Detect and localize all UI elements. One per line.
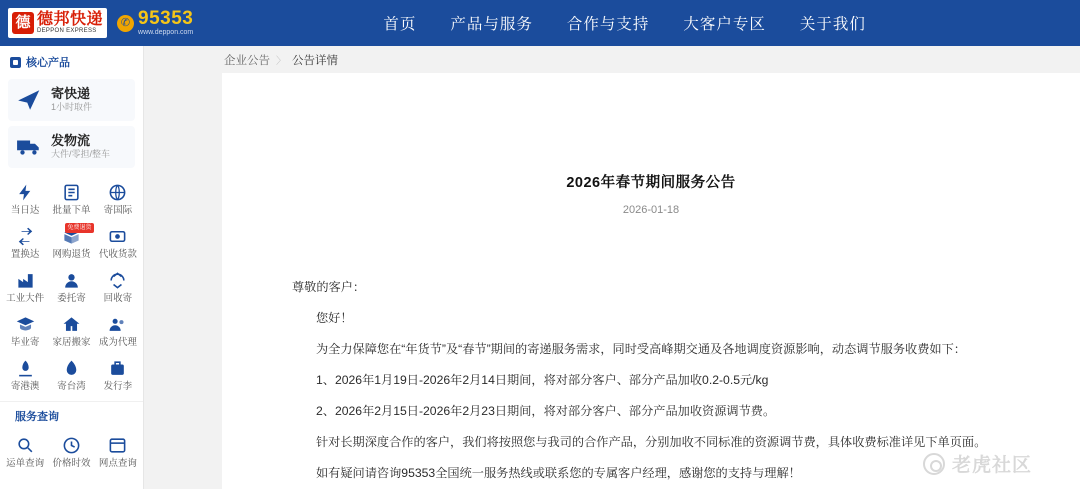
sidebar-item-graduation-label: 毕业寄 xyxy=(10,337,40,348)
site-header xyxy=(0,0,1080,46)
sidebar-item-home-moving[interactable] xyxy=(48,309,94,353)
sidebar-item-recycle-label: 回收寄 xyxy=(103,293,133,304)
batch-order-icon xyxy=(62,183,81,202)
nav-item-products[interactable]: 产品与服务 xyxy=(450,16,533,33)
sidebar-item-waybill-query[interactable] xyxy=(2,430,48,474)
hotline xyxy=(117,9,193,37)
home-moving-icon xyxy=(62,315,81,334)
sidebar-item-exchange-label: 置换达 xyxy=(10,249,40,260)
announcement-paragraph: 1、2026年1月19日-2026年2月14日期间，将对部分客户、部分产品加收0.2-0.5元/kg xyxy=(316,373,769,387)
main-content xyxy=(144,46,1080,489)
breadcrumb-item-announcements[interactable]: 企业公告 xyxy=(224,54,270,67)
sidebar-item-online-return-badge: 免费退货 xyxy=(67,225,92,231)
price-clock-icon xyxy=(62,436,81,455)
logo-box xyxy=(8,8,107,38)
logo-name-en: DEPPON EXPRESS xyxy=(37,27,97,34)
nav-item-about[interactable]: 关于我们 xyxy=(799,16,866,33)
sidebar-item-agent[interactable] xyxy=(95,309,141,353)
waybill-search-icon xyxy=(16,436,35,455)
sidebar-item-cod-label: 代收货款 xyxy=(98,249,137,260)
sidebar-item-same-day-label: 当日达 xyxy=(10,205,40,216)
sidebar-item-agent-label: 成为代理 xyxy=(98,337,137,348)
sidebar-item-branch-query-label: 网点查询 xyxy=(98,458,137,469)
announcement-date: 2026-01-18 xyxy=(622,204,680,216)
breadcrumb-separator-icon: 〉 xyxy=(276,56,286,67)
factory-icon xyxy=(16,271,35,290)
taiwan-icon xyxy=(62,359,81,378)
announcement-title: 2026年春节期间服务公告 xyxy=(566,175,736,191)
sidebar-item-price-time[interactable] xyxy=(48,430,94,474)
sidebar-query-grid xyxy=(0,426,143,474)
nav-item-home[interactable]: 首页 xyxy=(383,16,417,33)
entrust-icon xyxy=(62,271,81,290)
announcement-paragraph: 为全力保障您在“年货节”及“春节”期间的寄递服务需求，同时受高峰期交通及各地调度资源影响，动态调节服务收费如下： xyxy=(316,342,966,356)
announcement-panel xyxy=(222,73,1080,489)
sidebar-item-exchange[interactable] xyxy=(2,221,48,265)
logo-mark: 德 xyxy=(12,12,34,34)
globe-icon xyxy=(108,183,127,202)
section-marker-icon xyxy=(10,57,21,68)
recycle-icon xyxy=(108,271,127,290)
breadcrumb xyxy=(144,46,1080,73)
nav-item-key-accounts[interactable]: 大客户专区 xyxy=(683,16,766,33)
sidebar-item-international-label: 寄国际 xyxy=(103,205,133,216)
sidebar-item-send-express-title: 寄快递 xyxy=(51,86,91,101)
watermark-primary-text: 老虎社区 xyxy=(951,455,1032,476)
sidebar-item-send-express-sub: 1小时取件 xyxy=(51,102,93,112)
sidebar-item-industrial-label: 工业大件 xyxy=(6,293,45,304)
sidebar-item-taiwan[interactable] xyxy=(48,353,94,397)
announcement-paragraph: 针对长期深度合作的客户，我们将按照您与我司的合作产品，分别加收不同标准的资源调节费，具体收费标准详见下单页面。 xyxy=(316,435,987,449)
sidebar-item-cod[interactable] xyxy=(95,221,141,265)
sidebar-item-luggage[interactable] xyxy=(95,353,141,397)
hotline-website: www.deppon.com xyxy=(138,29,194,36)
sidebar-item-send-express[interactable] xyxy=(8,79,135,121)
truck-icon xyxy=(16,134,42,160)
sidebar-item-international[interactable] xyxy=(95,177,141,221)
sidebar-product-grid xyxy=(0,173,143,397)
sidebar-item-batch-order-label: 批量下单 xyxy=(52,205,91,216)
sidebar-item-send-freight-title: 发物流 xyxy=(51,133,91,148)
sidebar-item-recycle[interactable] xyxy=(95,265,141,309)
sidebar-item-entrust[interactable] xyxy=(48,265,94,309)
announcement-paragraph: 您好！ xyxy=(316,311,353,325)
sidebar-item-graduation[interactable] xyxy=(2,309,48,353)
sidebar-item-send-express-text xyxy=(51,86,92,114)
exchange-icon xyxy=(16,227,35,246)
main-nav xyxy=(383,12,866,34)
sidebar-item-send-freight-text xyxy=(51,133,110,161)
cod-icon xyxy=(108,227,127,246)
sidebar-item-taiwan-label: 寄台湾 xyxy=(57,381,86,392)
announcement-paragraph: 2、2026年2月15日-2026年2月23日期间，将对部分客户、部分产品加收资源调节费。 xyxy=(316,404,776,418)
sidebar-item-send-freight[interactable] xyxy=(8,126,135,168)
luggage-icon xyxy=(108,359,127,378)
sidebar-item-hk-macau[interactable] xyxy=(2,353,48,397)
announcement-paragraph: 尊敬的客户： xyxy=(292,280,366,294)
sidebar-item-send-freight-sub: 大件/零担/整车 xyxy=(51,149,111,159)
sidebar-section-query xyxy=(0,401,143,426)
sidebar-item-branch-query[interactable] xyxy=(95,430,141,474)
sidebar-section-core xyxy=(0,46,143,74)
sidebar-item-waybill-query-label: 运单查询 xyxy=(6,458,45,469)
agent-icon xyxy=(108,315,127,334)
sidebar-item-home-moving-label: 家居搬家 xyxy=(52,337,91,348)
branch-search-icon xyxy=(108,436,127,455)
breadcrumb-item-detail: 公告详情 xyxy=(292,54,338,67)
paper-plane-icon xyxy=(16,87,42,113)
sidebar-item-online-return[interactable] xyxy=(48,221,94,265)
brand-logo[interactable] xyxy=(0,8,193,38)
announcement-body xyxy=(292,272,1010,489)
sidebar-item-same-day[interactable] xyxy=(2,177,48,221)
lightning-delivery-icon xyxy=(16,183,35,202)
hotline-text xyxy=(138,9,193,37)
logo-name-cn: 德邦快递 xyxy=(37,10,104,28)
sidebar-section-core-label: 核心产品 xyxy=(26,57,70,69)
graduation-icon xyxy=(16,315,35,334)
nav-item-support[interactable]: 合作与支持 xyxy=(566,16,650,33)
sidebar-item-industrial[interactable] xyxy=(2,265,48,309)
announcement-paragraph: 如有疑问请咨询95353全国统一服务热线或联系您的专属客户经理，感谢您的支持与理解！ xyxy=(316,466,801,480)
logo-text xyxy=(37,12,103,35)
sidebar-item-online-return-label: 网购退货 xyxy=(52,249,91,260)
hotline-number: 95353 xyxy=(138,8,194,29)
sidebar-item-entrust-label: 委托寄 xyxy=(57,293,86,304)
sidebar-item-batch-order[interactable] xyxy=(48,177,94,221)
phone-icon: ✆ xyxy=(117,15,134,32)
sidebar-section-query-label: 服务查询 xyxy=(15,411,59,423)
sidebar-item-luggage-label: 发行李 xyxy=(103,381,133,392)
sidebar-item-price-time-label: 价格时效 xyxy=(52,458,91,469)
hk-macau-icon xyxy=(16,359,35,378)
sidebar-item-hk-macau-label: 寄港澳 xyxy=(10,381,40,392)
sidebar xyxy=(0,46,144,489)
